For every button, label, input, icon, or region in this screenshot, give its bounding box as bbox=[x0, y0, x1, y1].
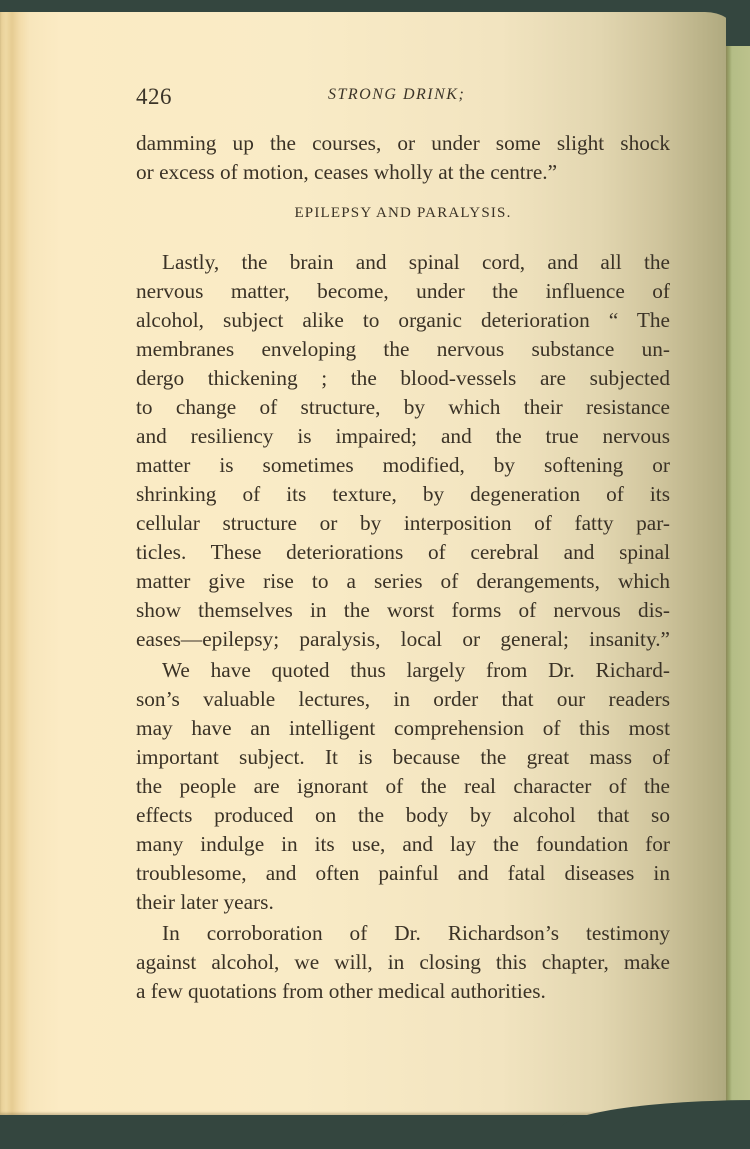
page-number: 426 bbox=[136, 84, 172, 109]
background-corner bbox=[726, 0, 750, 46]
text-line: effects produced on the body by alcohol that so bbox=[136, 803, 670, 827]
text-line: matter is sometimes modified, by softening or bbox=[136, 453, 670, 477]
text-line: alcohol, subject alike to organic deterioration “ The bbox=[136, 308, 670, 332]
running-head: STRONG DRINK; bbox=[328, 86, 466, 103]
text-line: shrinking of its texture, by degeneration of its bbox=[136, 482, 670, 506]
text-line: matter give rise to a series of derangements, which bbox=[136, 569, 670, 593]
text-line: We have quoted thus largely from Dr. Richard- bbox=[162, 658, 670, 682]
text-line: Lastly, the brain and spinal cord, and all the bbox=[162, 250, 670, 274]
page-header bbox=[136, 84, 672, 114]
text-line: troublesome, and often painful and fatal diseases in bbox=[136, 861, 670, 885]
text-line: show themselves in the worst forms of nervous dis- bbox=[136, 598, 670, 622]
text-line: their later years. bbox=[136, 890, 274, 914]
text-line: eases—epilepsy; paralysis, local or general; insanity.” bbox=[136, 627, 670, 651]
text-line: membranes enveloping the nervous substance un- bbox=[136, 337, 670, 361]
text-line: a few quotations from other medical authorities. bbox=[136, 979, 546, 1003]
section-heading: EPILEPSY AND PARALYSIS. bbox=[294, 205, 512, 221]
text-line: In corroboration of Dr. Richardson’s testimony bbox=[162, 921, 670, 945]
text-line: son’s valuable lectures, in order that our readers bbox=[136, 687, 670, 711]
text-line: nervous matter, become, under the influence of bbox=[136, 279, 670, 303]
text-line: important subject. It is because the great mass of bbox=[136, 745, 670, 769]
text-line: ticles. These deteriorations of cerebral and spinal bbox=[136, 540, 670, 564]
text-line: dergo thickening ; the blood-vessels are subjected bbox=[136, 366, 670, 390]
text-line: damming up the courses, or under some slight shock bbox=[136, 131, 670, 155]
text-line: or excess of motion, ceases wholly at the centre.” bbox=[136, 160, 558, 184]
text-line: to change of structure, by which their resistance bbox=[136, 395, 670, 419]
text-line: against alcohol, we will, in closing this chapter, make bbox=[136, 950, 670, 974]
text-line: many indulge in its use, and lay the foundation for bbox=[136, 832, 670, 856]
text-line: the people are ignorant of the real character of the bbox=[136, 774, 670, 798]
text-line: and resiliency is impaired; and the true nervous bbox=[136, 424, 670, 448]
text-line: may have an intelligent comprehension of this most bbox=[136, 716, 670, 740]
next-page-edge bbox=[726, 44, 750, 1116]
text-line: cellular structure or by interposition of fatty par- bbox=[136, 511, 670, 535]
